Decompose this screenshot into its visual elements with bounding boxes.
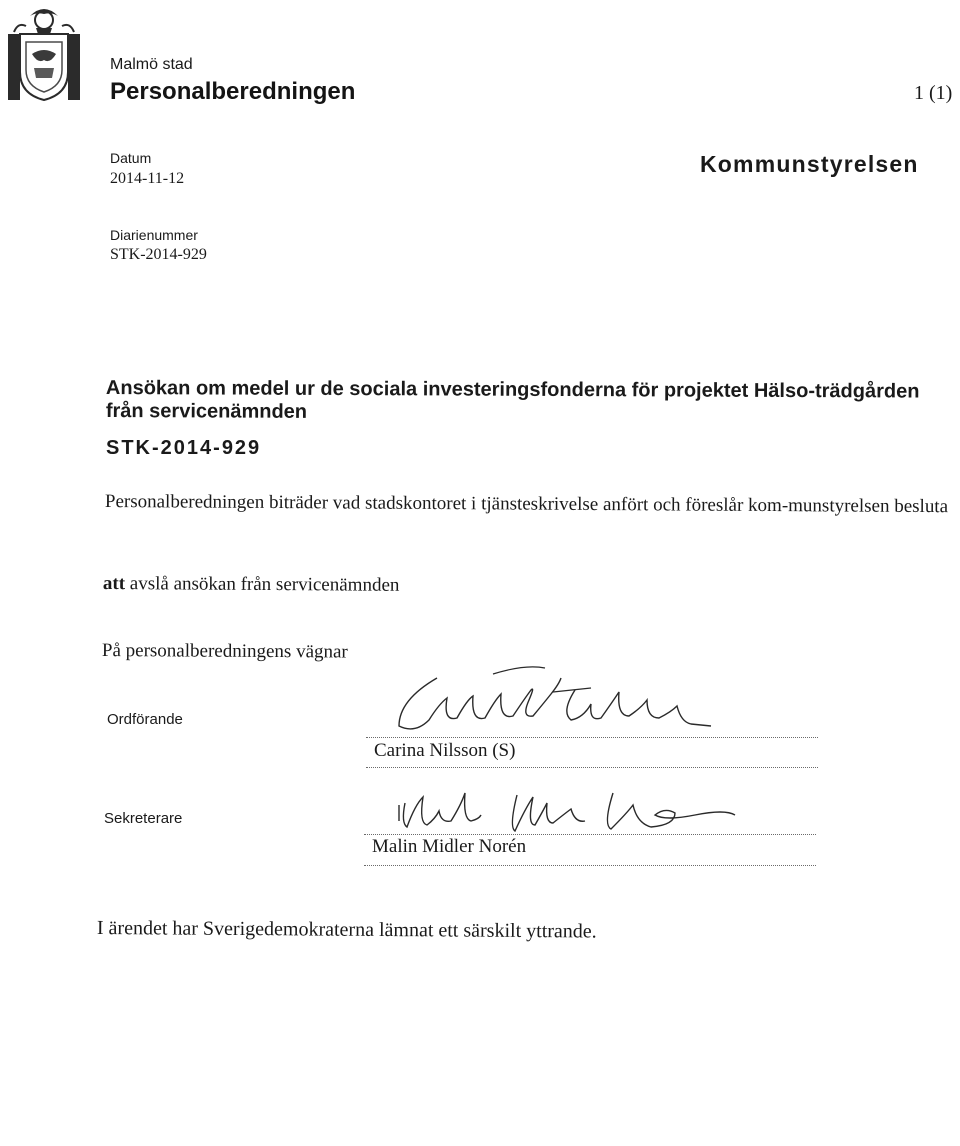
document-title: Ansökan om medel ur de sociala investeringsfonderna för projektet Hälso-trädgården från servicenämnden [105,377,920,423]
coat-of-arms-icon [6,2,82,102]
on-behalf-line: På personalberedningens vägnar [101,640,348,663]
reference-label: Diarienummer [110,227,198,243]
document-reference: STK-2014-929 [106,437,262,459]
organization-name: Malmö stad [110,56,193,73]
date-value: 2014-11-12 [110,170,185,187]
chair-name-line [366,767,818,768]
decision-prefix: att [102,573,126,595]
secretary-handwritten-signature [375,775,745,835]
date-label: Datum [110,150,152,166]
body-paragraph: Personalberedningen biträder vad stadskontoret i tjänsteskrivelse anfört och föreslår kom-munstyrelsen besluta [104,490,949,518]
decision-text: avslå ansökan från servicenämnden [129,573,400,596]
chair-label: Ordförande [107,711,183,728]
secretary-name: Malin Midler Norén [372,836,527,857]
department-name: Personalberedningen [110,78,356,105]
reference-value: STK-2014-929 [110,246,207,263]
decision-line [103,572,400,598]
page-number: 1 (1) [914,82,953,104]
secretary-label: Sekreterare [104,810,183,827]
chair-handwritten-signature [385,660,715,740]
chair-signature-line [366,737,818,738]
recipient: Kommunstyrelsen [700,151,919,177]
secretary-name-line [364,865,816,866]
secretary-signature-line [364,834,816,835]
chair-name: Carina Nilsson (S) [374,740,516,761]
closing-note: I ärendet har Sverigedemokraterna lämnat ett särskilt yttrande. [96,917,597,943]
